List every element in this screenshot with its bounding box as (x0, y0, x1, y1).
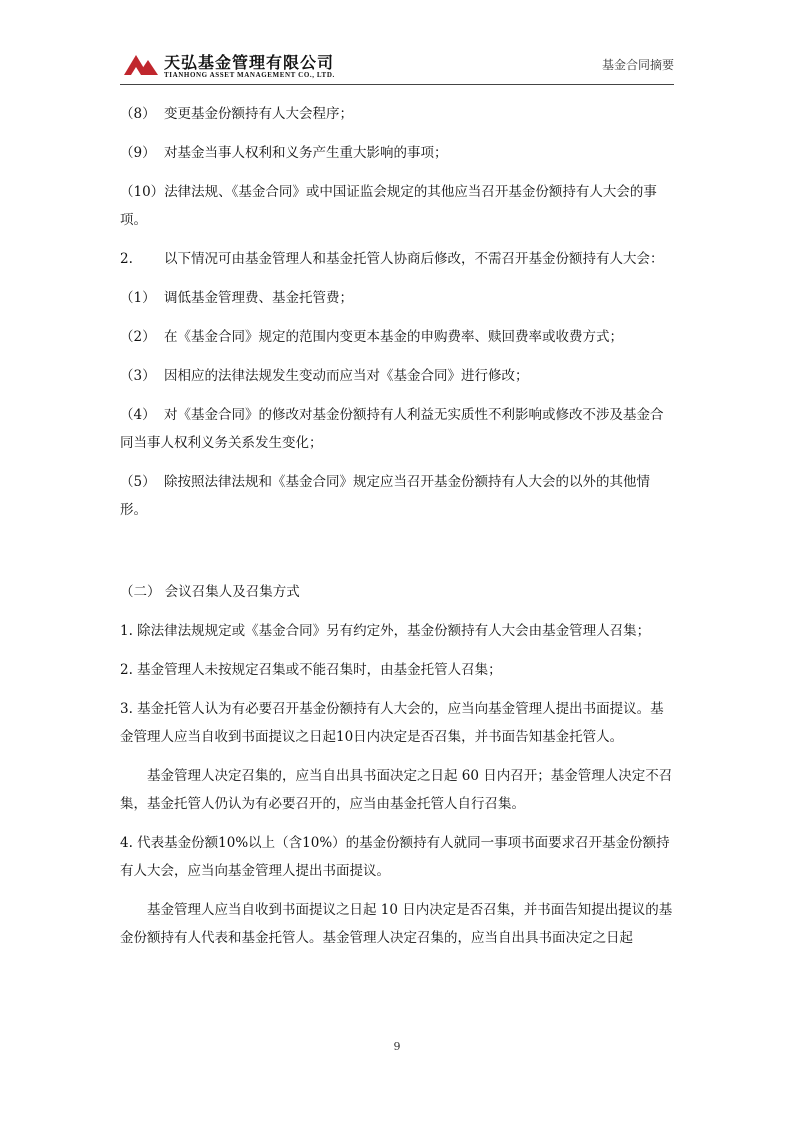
item-number: （2） (120, 329, 156, 345)
item-number: （5） (120, 474, 156, 490)
company-name-cn: 天弘基金管理有限公司 (164, 53, 335, 72)
item-text: 在《基金合同》规定的范围内变更本基金的申购费率、赎回费率或收费方式； (164, 329, 623, 345)
item-number: （4） (120, 407, 156, 423)
item-number: 2. (120, 251, 133, 267)
paragraph: 2. 基金管理人未按规定召集或不能召集时，由基金托管人召集； (120, 662, 502, 678)
list-item (120, 401, 674, 457)
item-number: （3） (120, 368, 156, 384)
item-text: 除按照法律法规和《基金合同》规定应当召开基金份额持有人大会的以外的其他情形。 (120, 474, 650, 518)
company-name-en: TIANHONG ASSET MANAGEMENT CO., LTD. (164, 71, 335, 79)
item-text: 变更基金份额持有人大会程序； (164, 106, 353, 122)
paragraph: 4. 代表基金份额10%以上（含10%）的基金份额持有人就同一事项书面要求召开基金份额持有人大会，应当向基金管理人提出书面提议。 (120, 835, 670, 879)
paragraph: 1. 除法律法规规定或《基金合同》另有约定外，基金份额持有人大会由基金管理人召集； (120, 623, 651, 639)
item-text: 调低基金管理费、基金托管费； (164, 290, 353, 306)
list-item (120, 245, 674, 273)
item-text: 对《基金合同》的修改对基金份额持有人利益无实质性不利影响或修改不涉及基金合同当事人权利义务关系发生变化； (120, 407, 664, 451)
section-heading: （二） 会议召集人及召集方式 (120, 584, 300, 600)
paragraph: 基金管理人决定召集的，应当自出具书面决定之日起 60 日内召开；基金管理人决定不召集，基金托管人仍认为有必要召开的，应当由基金托管人自行召集。 (120, 768, 673, 812)
page-number: 9 (393, 1040, 401, 1053)
item-number: （1） (120, 290, 156, 306)
item-text: 法律法规、《基金合同》或中国证监会规定的其他应当召开基金份额持有人大会的事项。 (120, 184, 657, 228)
item-text: 对基金当事人权利和义务产生重大影响的事项； (164, 145, 448, 161)
list-item (120, 178, 674, 234)
paragraph: 基金管理人应当自收到书面提议之日起 10 日内决定是否召集，并书面告知提出提议的基金份额持有人代表和基金托管人。基金管理人决定召集的，应当自出具书面决定之日起 (120, 902, 673, 946)
list-item (120, 284, 674, 312)
page-header (120, 44, 674, 85)
document-label: 基金合同摘要 (601, 58, 674, 72)
list-item (120, 139, 674, 167)
item-text: 因相应的法律法规发生变动而应当对《基金合同》进行修改； (164, 368, 529, 384)
item-number: （8） (120, 106, 156, 122)
list-item (120, 362, 674, 390)
document-body (120, 100, 674, 963)
item-number: （10） (120, 184, 165, 200)
section-spacer (120, 535, 674, 578)
item-number: （9） (120, 145, 156, 161)
tianhong-logo-icon (122, 52, 162, 76)
list-item (120, 323, 674, 351)
list-item (120, 100, 674, 128)
list-item (120, 468, 674, 524)
paragraph: 3. 基金托管人认为有必要召开基金份额持有人大会的，应当向基金管理人提出书面提议。基金管理人应当自收到书面提议之日起10日内决定是否召集，并书面告知基金托管人。 (120, 701, 664, 745)
item-text: 以下情况可由基金管理人和基金托管人协商后修改，不需召开基金份额持有人大会： (164, 251, 664, 267)
